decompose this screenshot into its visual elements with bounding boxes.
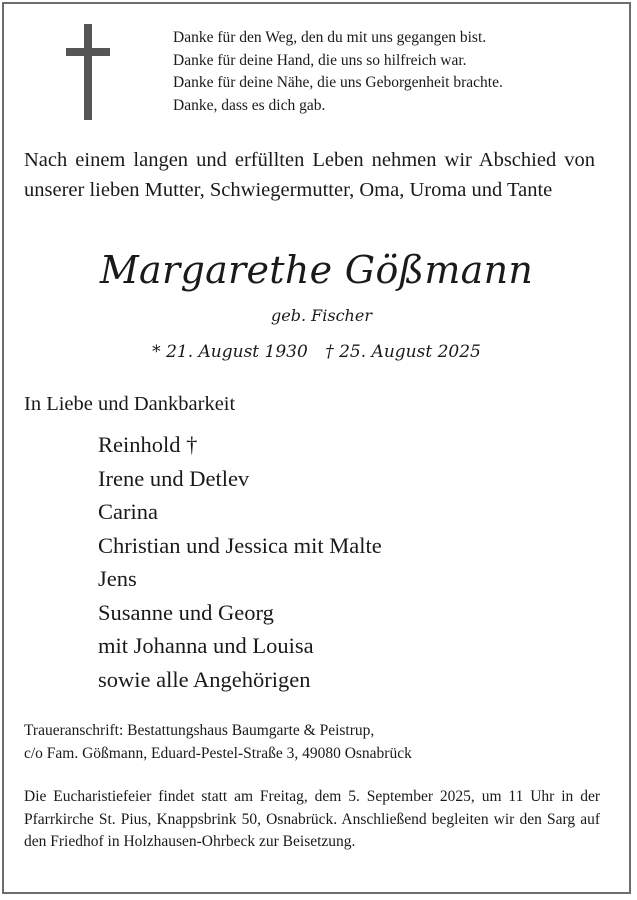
poem-line: Danke für deine Nähe, die uns Geborgenheit brachte. — [173, 74, 503, 92]
service-info: Die Eucharistiefeier findet statt am Freitag, dem 5. September 2025, um 11 Uhr in der Pfarrkirche St. Pius, Knappsbrink 50, Osnabrück. Anschließend begleiten wir den Sarg auf den Friedhof in Holzhausen-Ohrbeck zur Beisetzung. — [24, 788, 600, 850]
poem-line: Danke, dass es dich gab. — [173, 96, 326, 114]
cross-icon — [66, 24, 110, 120]
poem — [173, 27, 503, 117]
family-member: Susanne und Georg — [98, 599, 274, 625]
family-list — [98, 428, 382, 696]
death-date: † 25. August 2025 — [325, 342, 481, 362]
family-member: Reinhold † — [98, 432, 198, 457]
family-member: Carina — [98, 499, 158, 524]
family-member: Jens — [98, 566, 137, 591]
family-member: Christian und Jessica mit Malte — [98, 532, 382, 558]
deceased-name: Margarethe Gößmann — [99, 248, 534, 292]
dedication: In Liebe und Dankbarkeit — [24, 393, 236, 415]
address-line: Traueranschrift: Bestattungshaus Baumgarte & Peistrup, — [24, 722, 375, 739]
poem-line: Danke für den Weg, den du mit uns gegangen bist. — [173, 29, 487, 46]
family-member: Irene und Detlev — [98, 465, 250, 491]
family-member: sowie alle Angehörigen — [98, 666, 311, 692]
family-member: mit Johanna und Louisa — [98, 633, 314, 658]
poem-line: Danke für deine Hand, die uns so hilfreich war. — [173, 51, 467, 69]
address-line: c/o Fam. Gößmann, Eduard-Pestel-Straße 3, 49080 Osnabrück — [24, 744, 412, 762]
maiden-name: geb. Fischer — [271, 306, 372, 325]
mourning-address — [24, 720, 412, 765]
obituary-notice — [2, 2, 631, 894]
intro-text: Nach einem langen und erfüllten Leben nehmen wir Abschied von unserer lieben Mutter, Schwiegermutter, Oma, Uroma und Tante — [24, 149, 595, 201]
life-dates — [4, 342, 629, 362]
birth-date: * 21. August 1930 — [152, 342, 308, 362]
